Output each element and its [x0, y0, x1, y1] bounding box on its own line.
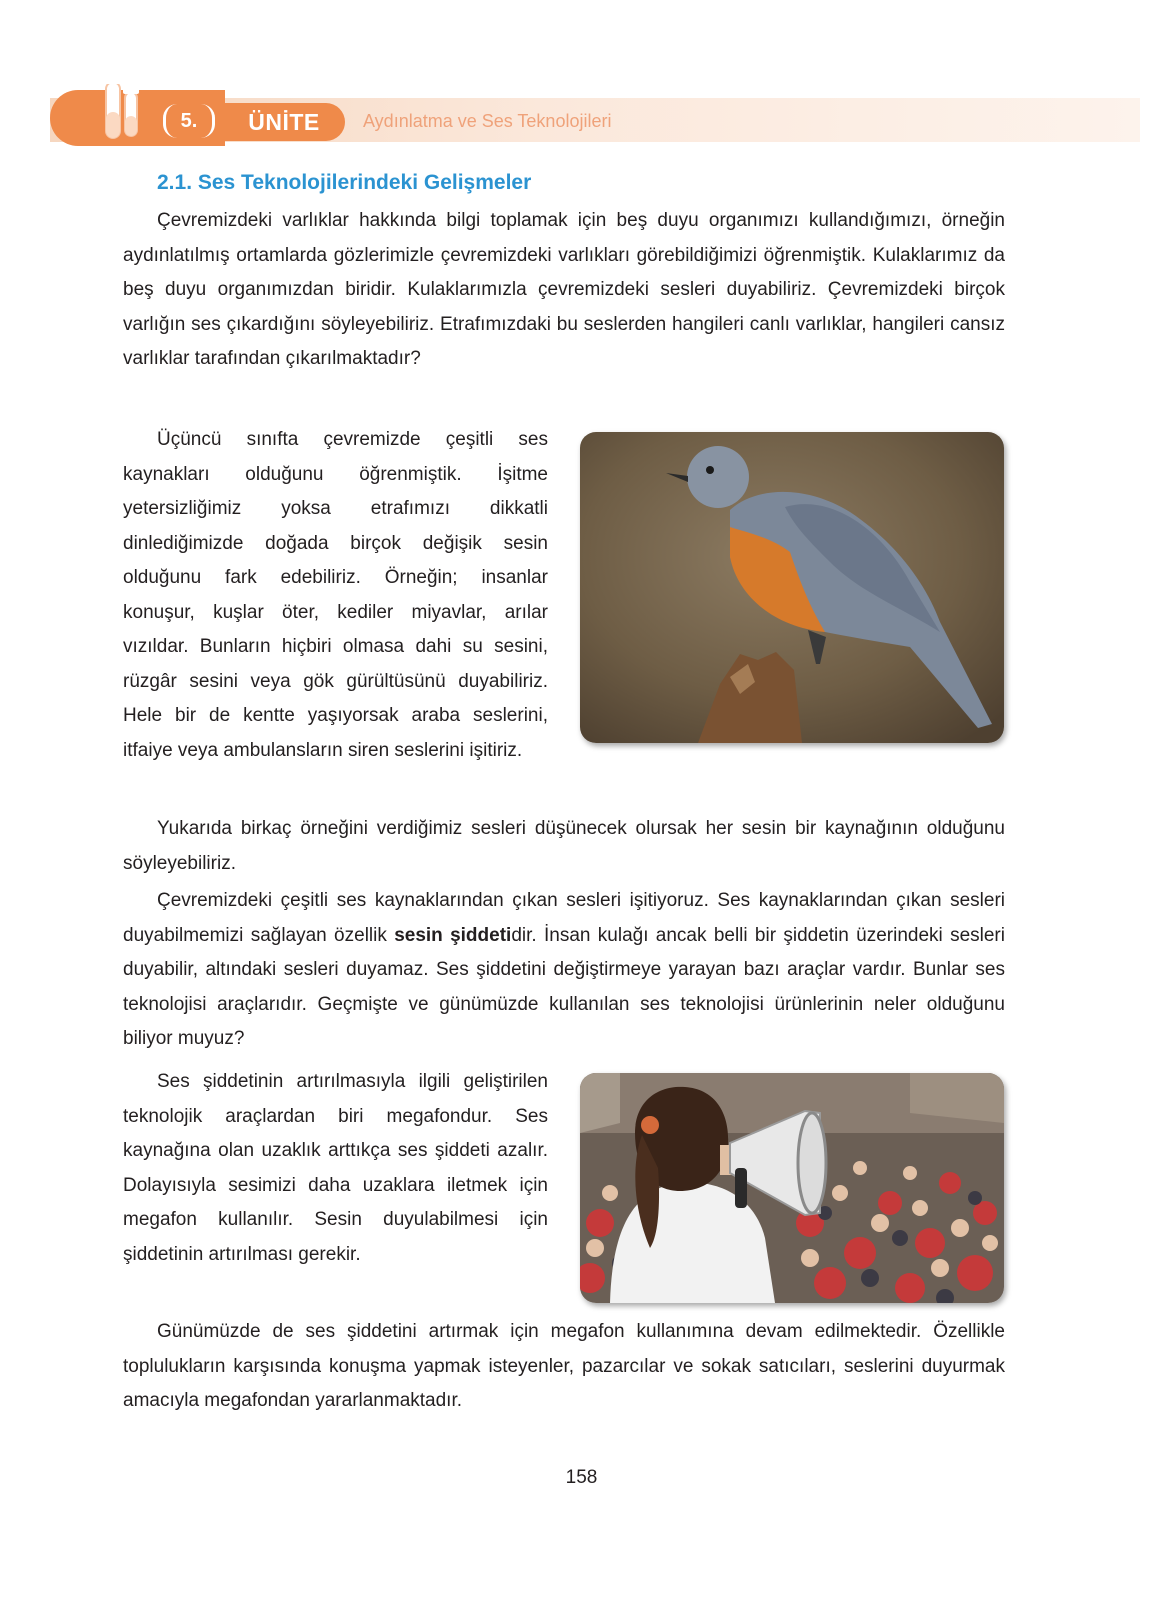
p4-text-start: Çevremizdeki çeşitli ses kaynaklarından çıkan sesleri işitiyoruz. Ses kaynaklarından çıkan sesleri duyabilmemizi sağlayan özellik — [123, 890, 1005, 946]
section-title: 2.1. Ses Teknolojilerindeki Gelişmeler — [157, 171, 532, 194]
term-sesin-siddeti: sesin şiddeti — [394, 924, 512, 946]
unit-number: 5. — [163, 104, 215, 138]
paragraph-summary: Yukarıda birkaç örneğini verdiğimiz sesleri düşünecek olursak her sesin bir kaynağının olduğunu söyleyebiliriz. — [123, 818, 1005, 874]
paragraph-megaphone: Ses şiddetinin artırılmasıyla ilgili geliştirilen teknolojik araçlardan biri megafondur. Ses kaynağına olan uzaklık arttıkça ses şiddeti azalır. Dolayısıyla sesimizi daha uzaklara iletmek için megafon kullanılır. Sesin duyulabilmesi için şiddetinin artırılması gerekir. — [123, 1071, 548, 1265]
megaphone-crowd-photo — [580, 1073, 1004, 1303]
page-number: 158 — [565, 1467, 598, 1488]
bird-photo — [580, 432, 1004, 743]
paragraph-sound-intensity — [123, 884, 1005, 1057]
paragraph-intro: Çevremizdeki varlıklar hakkında bilgi toplamak için beş duyu organımızı kullandığımızı, örneğin aydınlatılmış ortamlarda gözlerimizle çevremizdeki varlıkları görebildiğimizi öğrenmiştik. Kulaklarımız da beş duyu organımızdan biridir. Kulaklarımızla çevremizdeki sesleri duyabiliriz. Çevremizdeki birçok varlığın ses çıkardığını söyleyebiliriz. Etrafımızdaki bu seslerden hangileri canlı varlıklar, hangileri cansız varlıklar tarafından çıkarılmaktadır? — [123, 210, 1005, 369]
p4-text-end: dir. İnsan kulağı ancak belli bir şiddetin üzerindeki sesleri duyabilir, altındaki sesleri duyamaz. Ses şiddetini değiştirmeye yarayan bazı araçlar vardır. Bunlar ses teknolojisi araçlarıdır. Geçmişte ve günümüzde kullanılan ses teknolojisi ürünlerinin neler olduğunu biliyor muyuz? — [123, 924, 1005, 1049]
paragraph-megaphone-usage: Günümüzde de ses şiddetini artırmak için megafon kullanımına devam edilmektedir. Özellikle toplulukların karşısında konuşma yapmak isteyenler, pazarcılar ve sokak satıcıları, seslerini duyurmak amacıyla megafondan yararlanmaktadır. — [123, 1321, 1005, 1411]
unit-title: Aydınlatma ve Ses Teknolojileri — [363, 111, 612, 131]
paragraph-sound-sources: Üçüncü sınıfta çevremizde çeşitli ses kaynakları olduğunu öğrenmiştik. İşitme yetersizliğimiz yoksa etrafımızı dikkatli dinlediğimizde doğada birçok değişik sesin olduğunu fark edebiliriz. Örneğin; insanlar konuşur, kuşlar öter, kediler miyavlar, arılar vızıldar. Bunların hiçbiri olmasa dahi su sesini, rüzgâr sesini veya gök gürültüsünü duyabiliriz. Hele bir de kentte yaşıyorsak araba seslerini, itfaiye veya ambulansların siren seslerini işitiriz. — [123, 429, 548, 761]
unit-label: ÜNİTE — [223, 103, 345, 141]
beaker-icon — [100, 74, 144, 144]
